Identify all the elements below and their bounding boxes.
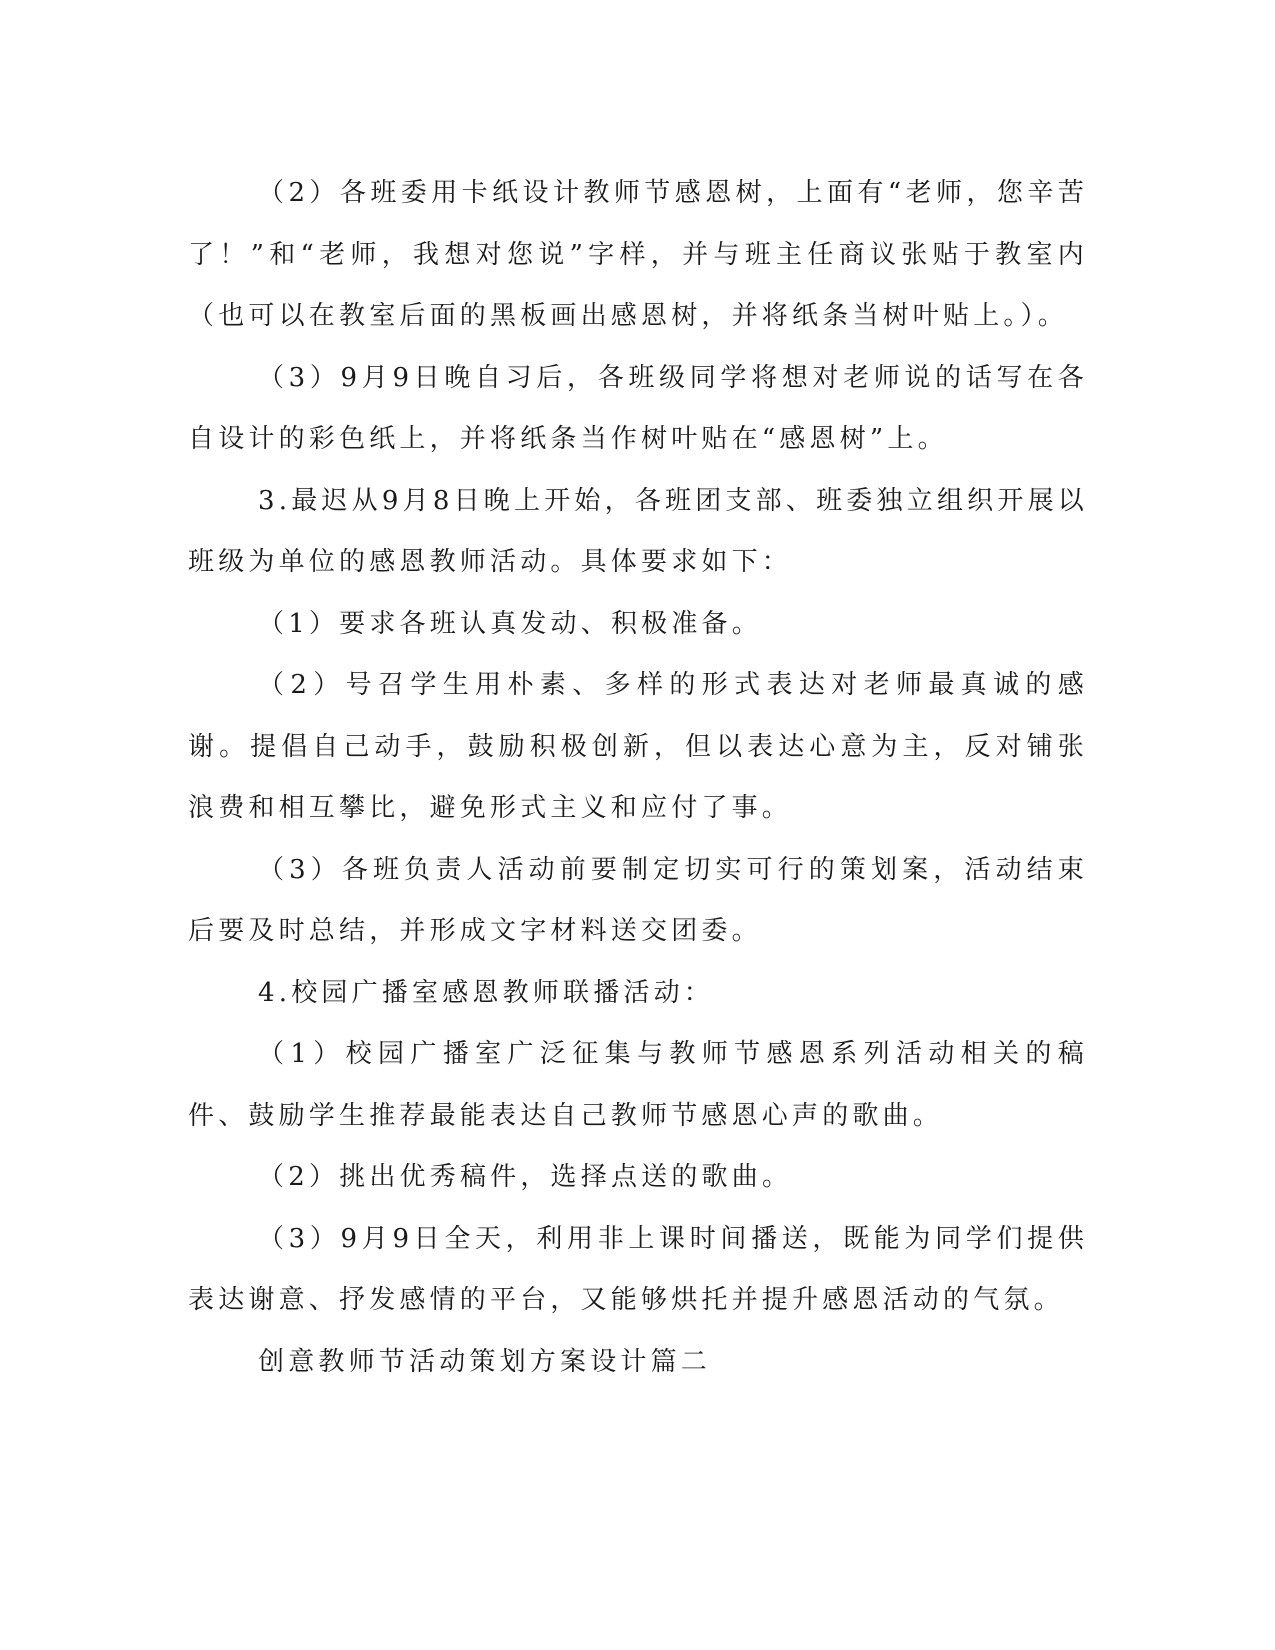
paragraph-broadcast-1: （1）校园广播室广泛征集与教师节感恩系列活动相关的稿件、鼓励学生推荐最能表达自己教师节感恩心声的歌曲。 (188, 1039, 1088, 1131)
document-body (188, 163, 1088, 1393)
paragraph-class-activities: 3.最迟从9月8日晚上开始，各班团支部、班委独立组织开展以班级为单位的感恩教师活动。具体要求如下： (188, 485, 1088, 577)
paragraph-requirement-3: （3）各班负责人活动前要制定切实可行的策划案，活动结束后要及时总结，并形成文字材料送交团委。 (188, 854, 1088, 946)
paragraph-tree-design: （2）各班委用卡纸设计教师节感恩树，上面有“老师，您辛苦了！”和“老师，我想对您说”字样，并与班主任商议张贴于教室内（也可以在教室后面的黑板画出感恩树，并将纸条当树叶贴上。）。 (188, 178, 1088, 331)
paragraph-broadcast-2: （2）挑出优秀稿件，选择点送的歌曲。 (258, 1162, 793, 1192)
paragraph-broadcast-3: （3）9月9日全天，利用非上课时间播送，既能为同学们提供表达谢意、抒发感情的平台，又能够烘托并提升感恩活动的气氛。 (188, 1223, 1088, 1315)
paragraph-broadcast-heading: 4.校园广播室感恩教师联播活动： (258, 977, 715, 1008)
paragraph-requirement-2: （2）号召学生用朴素、多样的形式表达对老师最真诚的感谢。提倡自己动手，鼓励积极创新，但以表达心意为主，反对铺张浪费和相互攀比，避免形式主义和应付了事。 (188, 670, 1088, 823)
paragraph-evening-notes: （3）9月9日晚自习后，各班级同学将想对老师说的话写在各自设计的彩色纸上，并将纸条当作树叶贴在“感恩树”上。 (188, 362, 1088, 454)
paragraph-requirement-1: （1）要求各班认真发动、积极准备。 (258, 608, 762, 639)
section-title-part-two: 创意教师节活动策划方案设计篇二 (258, 1346, 712, 1377)
